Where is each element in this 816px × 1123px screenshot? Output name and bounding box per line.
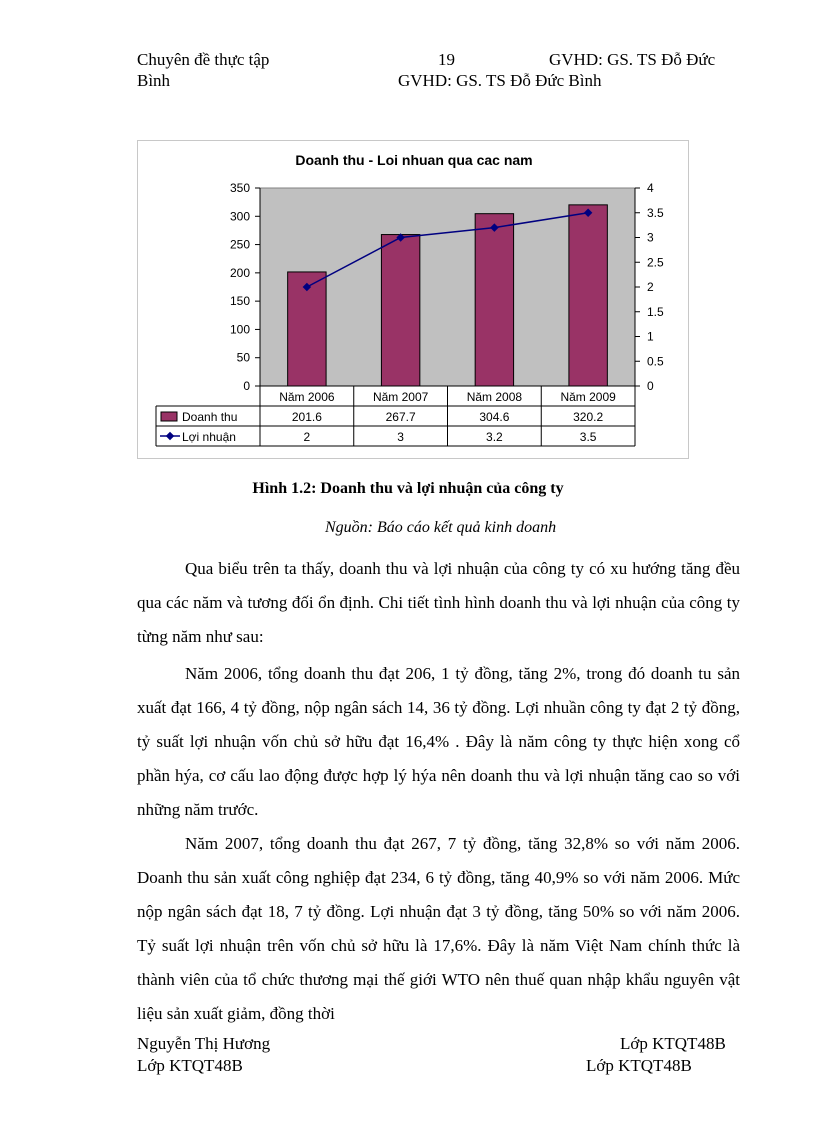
- y-right-tick-label: 3: [647, 230, 654, 245]
- data-label: 304.6: [479, 410, 510, 424]
- y-left-tick-label: 250: [229, 237, 250, 252]
- page-number: 19: [438, 50, 455, 69]
- data-label: 2: [303, 430, 311, 444]
- data-label: 320.2: [573, 410, 604, 424]
- y-left-tick-label: 350: [229, 181, 250, 195]
- data-label: 3: [397, 430, 404, 444]
- y-left-tick-label: 0: [243, 379, 250, 393]
- y-right-tick-label: 3.5: [647, 205, 664, 220]
- bar: [475, 214, 513, 386]
- y-left-tick-label: 50: [236, 350, 250, 365]
- legend-key-marker: [166, 432, 174, 440]
- data-label: 3.5: [579, 430, 597, 444]
- data-label: 3.2: [486, 430, 503, 444]
- chart-title: Doanh thu - Loi nhuan qua cac nam: [295, 152, 533, 168]
- data-table: [156, 386, 635, 446]
- data-label: 267.7: [385, 410, 416, 424]
- series-name: Doanh thu: [182, 410, 238, 424]
- y-right-tick-label: 0.5: [647, 354, 664, 369]
- y-left-tick-label: 300: [229, 209, 250, 224]
- paragraph-3: Năm 2007, tổng doanh thu đạt 267, 7 tỷ đồng, tăng 32,8% so với năm 2006. Doanh thu sản xuất công nghiệp đạt 234, 6 tỷ đồng, tăng 40,9% so với năm 2006. Mức nộp ngân sách đạt 18, 7 tỷ đồng. Lợi nhuận đạt 3 tỷ đồng, tăng 50% so với năm 2006. Tỷ suất lợi nhuận trên vốn chủ sở hữu là 17,6%. Đây là năm Việt Nam chính thức là thành viên của tổ chức thương mại thế giới WTO nên thuế quan nhập khẩu nguyên vật liệu sản xuất giảm, đồng thời: [137, 834, 740, 1023]
- y-left-tick-label: 150: [229, 294, 250, 309]
- y-left-tick-label: 100: [229, 322, 250, 337]
- y-right-tick-label: 2: [647, 280, 654, 294]
- bar: [381, 235, 419, 386]
- bar: [569, 205, 607, 386]
- y-left-tick-label: 200: [229, 265, 250, 280]
- y-right-tick-label: 1.5: [647, 304, 664, 319]
- revenue-profit-chart: [137, 140, 689, 459]
- chart-svg: [138, 141, 688, 458]
- footer-author: Nguyễn Thị Hương: [137, 1034, 271, 1053]
- figure-caption: Hình 1.2: Doanh thu và lợi nhuận của công ty: [252, 480, 564, 497]
- header-right-line2: GVHD: GS. TS Đỗ Đức Bình: [398, 71, 602, 90]
- figure-source: Nguồn: Báo cáo kết quả kinh doanh: [325, 519, 557, 536]
- header-left-line1: Chuyên đề thực tập: [137, 50, 270, 69]
- footer-class-right-1: Lớp KTQT48B: [620, 1034, 726, 1053]
- category-label: Năm 2009: [560, 390, 616, 404]
- category-label: Năm 2007: [372, 390, 429, 404]
- header-right-line1: GVHD: GS. TS Đỗ Đức: [549, 50, 716, 69]
- y-right-tick-label: 0: [647, 379, 654, 393]
- footer-class-right-2: Lớp KTQT48B: [586, 1056, 692, 1075]
- category-label: Năm 2006: [279, 390, 335, 404]
- legend-key-bar: [161, 412, 177, 421]
- y-right-tick-label: 2.5: [647, 255, 664, 270]
- series-name: Lợi nhuận: [182, 430, 236, 444]
- category-label: Năm 2008: [466, 390, 523, 404]
- paragraph-2: Năm 2006, tổng doanh thu đạt 206, 1 tỷ đồng, tăng 2%, trong đó doanh tu sản xuất đạt 166, 4 tỷ đồng, nộp ngân sách 14, 36 tỷ đồng. Lợi nhuần công ty đạt 2 tỷ đồng, tỷ suất lợi nhuận vốn chủ sở hữu đạt 16,4% . Đây là năm công ty thực hiện xong cổ phần hýa, cơ cấu lao động được hợp lý hýa nên doanh thu và lợi nhuận tăng cao so với những năm trước.: [137, 664, 740, 819]
- paragraph-1: Qua biểu trên ta thấy, doanh thu và lợi nhuận của công ty có xu hướng tăng đều qua các năm và tương đối ổn định. Chi tiết tình hình doanh thu và lợi nhuận của công ty từng năm như sau:: [137, 559, 740, 646]
- data-label: 201.6: [291, 410, 322, 424]
- y-right-tick-label: 1: [647, 329, 654, 344]
- y-right-tick-label: 4: [647, 181, 654, 195]
- header-left-line2: Bình: [137, 71, 171, 90]
- footer-class-left: Lớp KTQT48B: [137, 1056, 243, 1075]
